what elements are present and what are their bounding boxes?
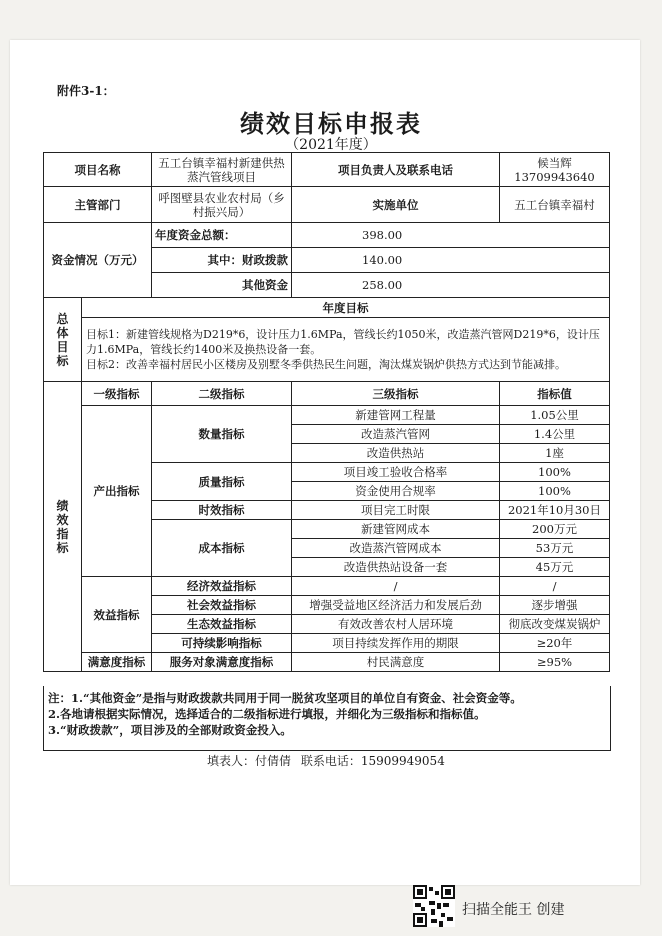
indicator-value: 200万元 bbox=[500, 520, 610, 539]
note-1: 注：1.“其他资金”是指与财政拨款共同用于同一脱贫攻坚项目的单位自有资金、社会资金等。 bbox=[48, 691, 522, 705]
indicator-value: 100% bbox=[500, 482, 610, 501]
indicator-name: 改造蒸汽管网成本 bbox=[292, 539, 500, 558]
indicator-name: 资金使用合规率 bbox=[292, 482, 500, 501]
target-satisfaction-label: 服务对象满意度指标 bbox=[152, 653, 292, 672]
col-level3: 三级指标 bbox=[292, 382, 500, 406]
indicator-name: 新建管网成本 bbox=[292, 520, 500, 539]
row-fund-total bbox=[44, 223, 610, 248]
row-department bbox=[44, 187, 610, 223]
goals-content bbox=[82, 318, 610, 382]
indicator-value: 53万元 bbox=[500, 539, 610, 558]
row-goals-header bbox=[44, 298, 610, 318]
indicator-name: 改造蒸汽管网 bbox=[292, 425, 500, 444]
row-indicators-header bbox=[44, 382, 610, 406]
qr-code-icon bbox=[413, 885, 455, 927]
filler-phone: 联系电话：15909949054 bbox=[300, 754, 445, 768]
indicator-name: / bbox=[292, 577, 500, 596]
performance-goal-table bbox=[43, 152, 610, 672]
benefit-label: 效益指标 bbox=[82, 577, 152, 653]
indicator-value: 2021年10月30日 bbox=[500, 501, 610, 520]
attachment-label: 附件3-1： bbox=[57, 84, 115, 98]
quality-label: 质量指标 bbox=[152, 463, 292, 501]
col-level2: 二级指标 bbox=[152, 382, 292, 406]
indicator-value: 1.05公里 bbox=[500, 406, 610, 425]
indicator-name: 项目完工时限 bbox=[292, 501, 500, 520]
contact-label: 项目负责人及联系电话 bbox=[292, 153, 500, 187]
indicator-value: / bbox=[500, 577, 610, 596]
indicator-value: 1.4公里 bbox=[500, 425, 610, 444]
page-title: 绩效目标申报表 bbox=[240, 109, 422, 138]
contact-value: 候当辉13709943640 bbox=[500, 153, 610, 187]
funds-label: 资金情况（万元） bbox=[44, 223, 152, 298]
fund-total-label: 年度资金总额： bbox=[152, 223, 292, 248]
indicator-value: 逐步增强 bbox=[500, 596, 610, 615]
eco-label: 生态效益指标 bbox=[152, 615, 292, 634]
fund-fiscal-value: 140.00 bbox=[292, 248, 610, 273]
fund-fiscal-label: 其中：财政拨款 bbox=[152, 248, 292, 273]
indicator-name: 村民满意度 bbox=[292, 653, 500, 672]
filler-info bbox=[207, 752, 451, 769]
col-level1: 一级指标 bbox=[82, 382, 152, 406]
project-name-value: 五工台镇幸福村新建供热蒸汽管线项目 bbox=[152, 153, 292, 187]
indicator-name: 改造供热站 bbox=[292, 444, 500, 463]
fund-other-label: 其他资金 bbox=[152, 273, 292, 298]
table-row bbox=[44, 406, 610, 425]
note-3: 3.“财政拨款”，项目涉及的全部财政资金投入。 bbox=[48, 723, 292, 737]
indicator-name: 改造供热站设备一套 bbox=[292, 558, 500, 577]
dept-label: 主管部门 bbox=[44, 187, 152, 223]
unit-label: 实施单位 bbox=[292, 187, 500, 223]
table-row bbox=[44, 653, 610, 672]
satisfaction-label: 满意度指标 bbox=[82, 653, 152, 672]
indicator-name: 项目持续发挥作用的期限 bbox=[292, 634, 500, 653]
social-label: 社会效益指标 bbox=[152, 596, 292, 615]
sustain-label: 可持续影响指标 bbox=[152, 634, 292, 653]
scanner-watermark: 扫描全能王 创建 bbox=[462, 902, 565, 918]
indicator-value: 1座 bbox=[500, 444, 610, 463]
year-subtitle: （2021年度） bbox=[285, 137, 377, 153]
indicator-name: 项目竣工验收合格率 bbox=[292, 463, 500, 482]
indicator-value: 100% bbox=[500, 463, 610, 482]
indicator-value: ≥95% bbox=[500, 653, 610, 672]
indicator-value: 彻底改变煤炭锅炉 bbox=[500, 615, 610, 634]
cost-label: 成本指标 bbox=[152, 520, 292, 577]
filler-name: 填表人：付倩倩 bbox=[207, 754, 292, 768]
indicator-name: 有效改善农村人居环境 bbox=[292, 615, 500, 634]
indicator-value: 45万元 bbox=[500, 558, 610, 577]
dept-value: 呼图壁县农业农村局（乡村振兴局） bbox=[152, 187, 292, 223]
table-row bbox=[44, 577, 610, 596]
indicator-value: ≥20年 bbox=[500, 634, 610, 653]
goal-2: 目标2：改善幸福村居民小区楼房及别墅冬季供热民生问题，淘汰煤炭锅炉供热方式达到节能减排。 bbox=[86, 358, 566, 371]
econ-label: 经济效益指标 bbox=[152, 577, 292, 596]
indicators-side-label: 绩效指标 bbox=[44, 382, 82, 672]
indicator-name: 增强受益地区经济活力和发展后劲 bbox=[292, 596, 500, 615]
note-2: 2.各地请根据实际情况，选择适合的二级指标进行填报，并细化为三级指标和指标值。 bbox=[48, 707, 486, 721]
output-label: 产出指标 bbox=[82, 406, 152, 577]
goals-side-label: 总体目标 bbox=[44, 298, 82, 382]
goal-1: 目标1：新建管线规格为D219*6，设计压力1.6MPa，管线长约1050米，改造蒸汽管网D219*6，设计压力1.6MPa，管线长约1400米及换热设备一套。 bbox=[86, 328, 600, 356]
col-value: 指标值 bbox=[500, 382, 610, 406]
time-label: 时效指标 bbox=[152, 501, 292, 520]
row-project-name bbox=[44, 153, 610, 187]
row-goals-content bbox=[44, 318, 610, 382]
goals-header: 年度目标 bbox=[82, 298, 610, 318]
fund-other-value: 258.00 bbox=[292, 273, 610, 298]
quantity-label: 数量指标 bbox=[152, 406, 292, 463]
project-name-label: 项目名称 bbox=[44, 153, 152, 187]
fund-total-value: 398.00 bbox=[292, 223, 610, 248]
unit-value: 五工台镇幸福村 bbox=[500, 187, 610, 223]
indicator-name: 新建管网工程量 bbox=[292, 406, 500, 425]
notes-box bbox=[43, 686, 611, 751]
